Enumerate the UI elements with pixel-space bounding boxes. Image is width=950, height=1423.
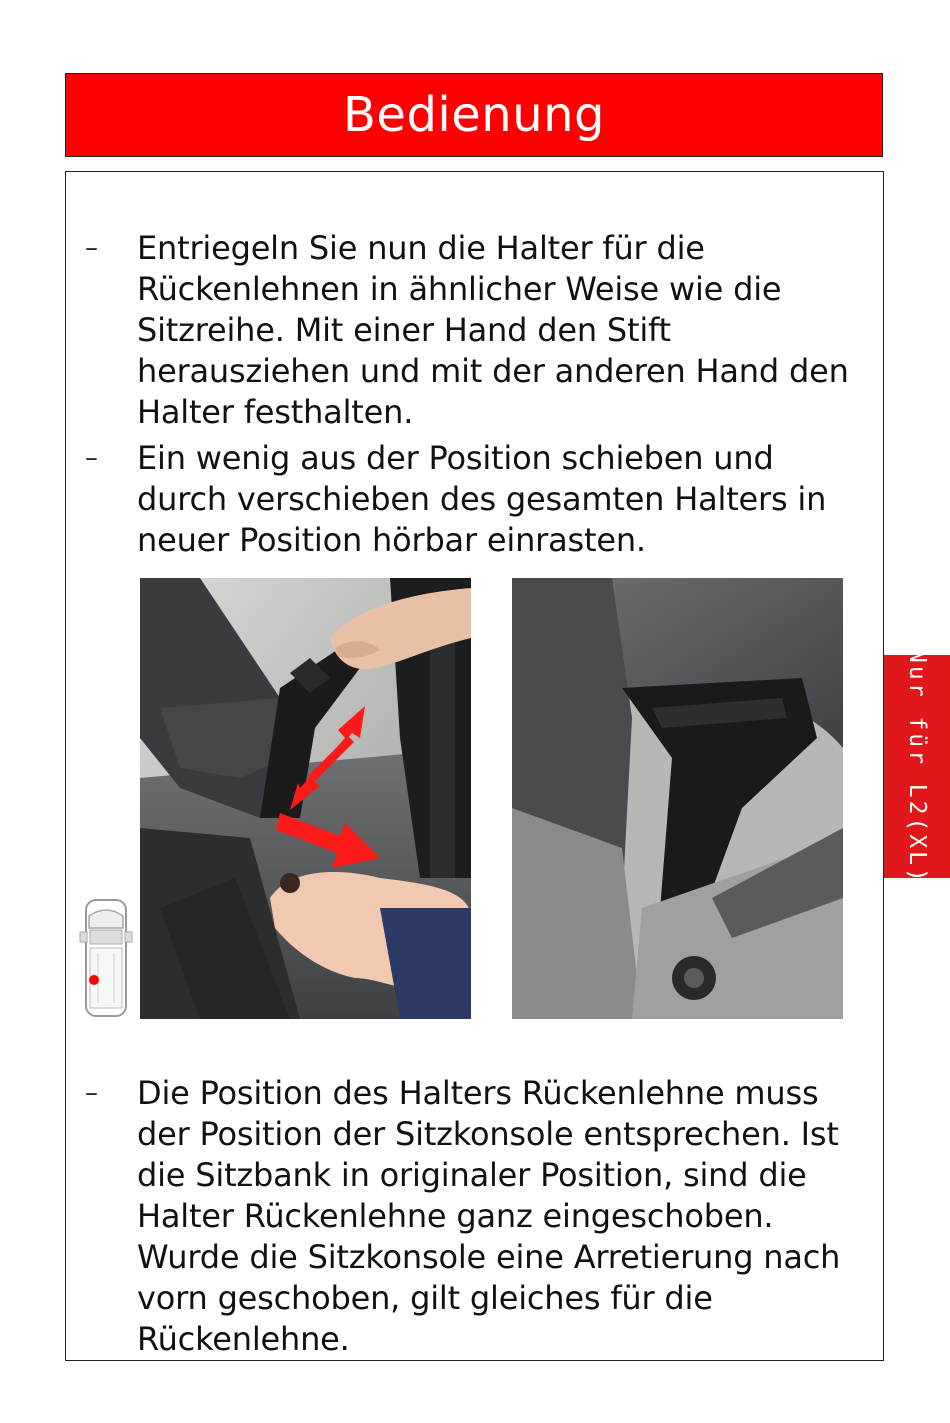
side-tab — [884, 648, 950, 885]
photo-hand-pulling-pin — [140, 578, 471, 1019]
page-title: Bedienung — [342, 87, 606, 143]
side-tab-label: Nur für L2(XL) — [904, 648, 930, 885]
instruction-item — [85, 1073, 865, 1360]
photo-backrest-holder — [512, 578, 843, 1019]
bullet-marker: – — [85, 443, 98, 473]
header-bar — [65, 73, 883, 157]
instruction-item — [85, 228, 865, 433]
instruction-item — [85, 438, 865, 561]
bullet-marker: – — [85, 1078, 98, 1108]
instruction-text: Die Position des Halters Rückenlehne muss der Position der Sitzkonsole entsprechen. Ist die Sitzbank in originaler Position, sind die Halter Rückenlehne ganz eingeschoben. Wurde die Sitzkonsole eine Arretierung nach vorn geschoben, gilt gleiches für die Rückenlehne. — [137, 1074, 841, 1358]
instruction-text: Entriegeln Sie nun die Halter für die Rückenlehnen in ähnlicher Weise wie die Sitzreihe. Mit einer Hand den Stift herausziehen und mit der anderen Hand den Halter festhalten. — [137, 229, 849, 431]
bullet-marker: – — [85, 233, 98, 263]
instruction-text: Ein wenig aus der Position schieben und durch verschieben des gesamten Halters in neuer Position hörbar einrasten. — [137, 439, 827, 559]
van-top-view-icon — [78, 898, 134, 1018]
